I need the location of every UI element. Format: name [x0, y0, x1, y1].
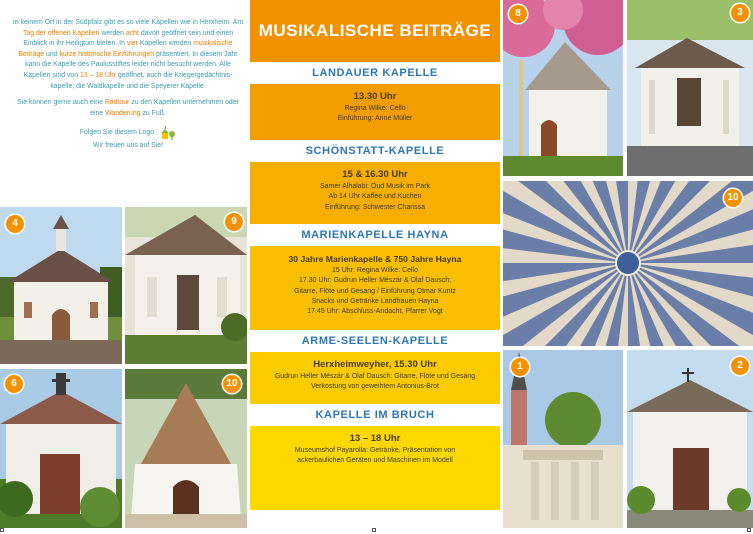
section-time: 13 – 18 Uhr: [349, 433, 401, 444]
line-text: Regina Wilke: Cello: [354, 267, 418, 274]
badge-1: 1: [511, 358, 529, 376]
badge-4: 4: [6, 215, 24, 233]
photo-chapel-1: [503, 350, 623, 528]
badge-2: 2: [731, 357, 749, 375]
intro-text-segment: präsentiert. In diesem Jahr kann die Kapelle des Paulusstiftes leider nicht besucht werden. Alle Kapellen sind von: [23, 50, 238, 79]
photo-chapel-6: [0, 369, 122, 528]
intro-text-segment: davon geöffnet sein und einen Einblick in ihr Heiligtum bieten. In: [23, 29, 234, 48]
section-line: Einführung: Schwester Charissa: [325, 203, 425, 211]
section-title-landauer: LANDAUER KAPELLE: [250, 62, 500, 84]
intro-paragraph-2: [12, 98, 244, 119]
section-line: Einführung: Anne Müller: [337, 115, 413, 123]
section-line: ackerbaulichen Geräten und Maschinen im Modell: [297, 457, 453, 465]
photo-chapel-3: [627, 0, 753, 176]
section-line: Snacks und Getränke Landfrauen Hayna: [311, 297, 439, 305]
badge-3: 3: [731, 4, 749, 22]
badge-10: 10: [223, 375, 241, 393]
section-time: 30 Jahre Marienkapelle & 750 Jahre Hayna: [288, 254, 462, 264]
badge-6: 6: [5, 375, 23, 393]
section-line: Museumshof Payarolla: Getränke, Präsentation von: [294, 447, 456, 454]
section-time: Herxheimweyher, 15.30 Uhr: [313, 359, 437, 370]
section-line: Samer Alhalabi: Oud Musik im Park: [319, 183, 431, 190]
photo-chapel-2: [627, 350, 753, 528]
section-line: Verkostung von geweihtem Antonius-Brot: [310, 383, 440, 391]
section-body-arme-seelen: [250, 352, 500, 404]
section-line: [258, 307, 492, 317]
photo-chapel-8: [503, 0, 623, 176]
intro-text-segment: und: [44, 50, 60, 58]
photo-chapel-10: [125, 369, 247, 528]
section-line: Gudrun Heller Mészár & Olaf Dausch: Gitarre, Flöte und Gesang: [274, 373, 476, 380]
section-title-schoenstatt: SCHÖNSTATT-KAPELLE: [250, 140, 500, 162]
photo-chapel-4: [0, 207, 122, 364]
chapel-logo-icon: [158, 125, 176, 141]
intro-paragraph-1: [12, 18, 244, 92]
intro-text: [12, 18, 244, 158]
intro-text-segment: In keinem Ort in der Südpfalz gibt es so viele Kapellen wie in Herxheim. Am: [12, 19, 244, 26]
section-line: Gitarre, Flöte und Gesang / Einführung Otmar Kuntz: [294, 287, 456, 295]
badge-10-ceiling: 10: [724, 189, 742, 207]
section-body-landauer: [250, 84, 500, 140]
badge-9: 9: [225, 213, 243, 231]
section-line: Regina Wilke: Cello: [344, 105, 406, 112]
intro-text-segment: zu den Kapellen unternehmen oder eine: [90, 99, 239, 117]
selection-handle[interactable]: [0, 528, 4, 532]
intro-highlight: acht: [125, 29, 139, 37]
section-line: [258, 276, 492, 286]
section-title-arme-seelen: ARME-SEELEN-KAPELLE: [250, 330, 500, 352]
section-line: Ab 14 Uhr Kaffee und Kuchen: [328, 193, 422, 201]
section-line: [258, 266, 492, 276]
selection-handle[interactable]: [747, 528, 751, 532]
intro-highlight: vier: [126, 40, 138, 48]
intro-text-segment: geöffnet, auch die Kriegergedächtnis-kapelle, die Waldkapelle und die Speyerer Kapelle.: [50, 71, 233, 90]
section-time: 15 & 16.30 Uhr: [342, 169, 408, 180]
selection-handle[interactable]: [372, 528, 376, 532]
logo-line: [12, 125, 244, 141]
intro-highlight: kurze historische Einführungen: [59, 50, 155, 58]
program-panel: [250, 0, 500, 528]
line-text: Gudrun Heller Mészár & Olaf Dausch;: [331, 277, 452, 285]
intro-highlight: musikalische Beiträge: [18, 40, 233, 58]
badge-8: 8: [509, 5, 527, 23]
intro-highlight: Tag der offenen Kapellen: [22, 29, 100, 37]
intro-text-segment: Kapellen werden: [137, 40, 194, 48]
line-label: 15 Uhr:: [332, 267, 355, 274]
intro-text-segment: Sie können gerne auch eine: [17, 99, 105, 107]
welcome-text: Wir freuen uns auf Sie!: [92, 142, 164, 150]
ceiling-center: [616, 251, 640, 275]
line-text: Abschluss-Andacht, Pfarrer Vogt: [339, 308, 443, 316]
section-title-bruch: KAPELLE IM BRUCH: [250, 404, 500, 426]
section-body-bruch: [250, 426, 500, 510]
section-title-marienkapelle: MARIENKAPELLE HAYNA: [250, 224, 500, 246]
follow-logo-text: Folgen Sie diesem Logo: [79, 129, 155, 137]
intro-highlight: Wanderung: [105, 109, 141, 117]
section-body-marienkapelle: [250, 246, 500, 330]
photo-ceiling-rays: [503, 181, 753, 346]
section-time: 13.30 Uhr: [353, 91, 397, 102]
program-title: MUSIKALISCHE BEITRÄGE: [250, 0, 500, 62]
intro-text-segment: werden: [99, 29, 126, 37]
intro-highlight: 13 – 18 Uhr: [79, 71, 116, 79]
section-body-schoenstatt: [250, 162, 500, 224]
photo-chapel-9: [125, 207, 247, 364]
intro-highlight: Radtour: [104, 99, 130, 107]
intro-text-segment: zu Fuß.: [140, 109, 166, 117]
line-label: 17.30 Uhr:: [298, 277, 332, 285]
line-label: 17.45 Uhr:: [307, 308, 340, 316]
